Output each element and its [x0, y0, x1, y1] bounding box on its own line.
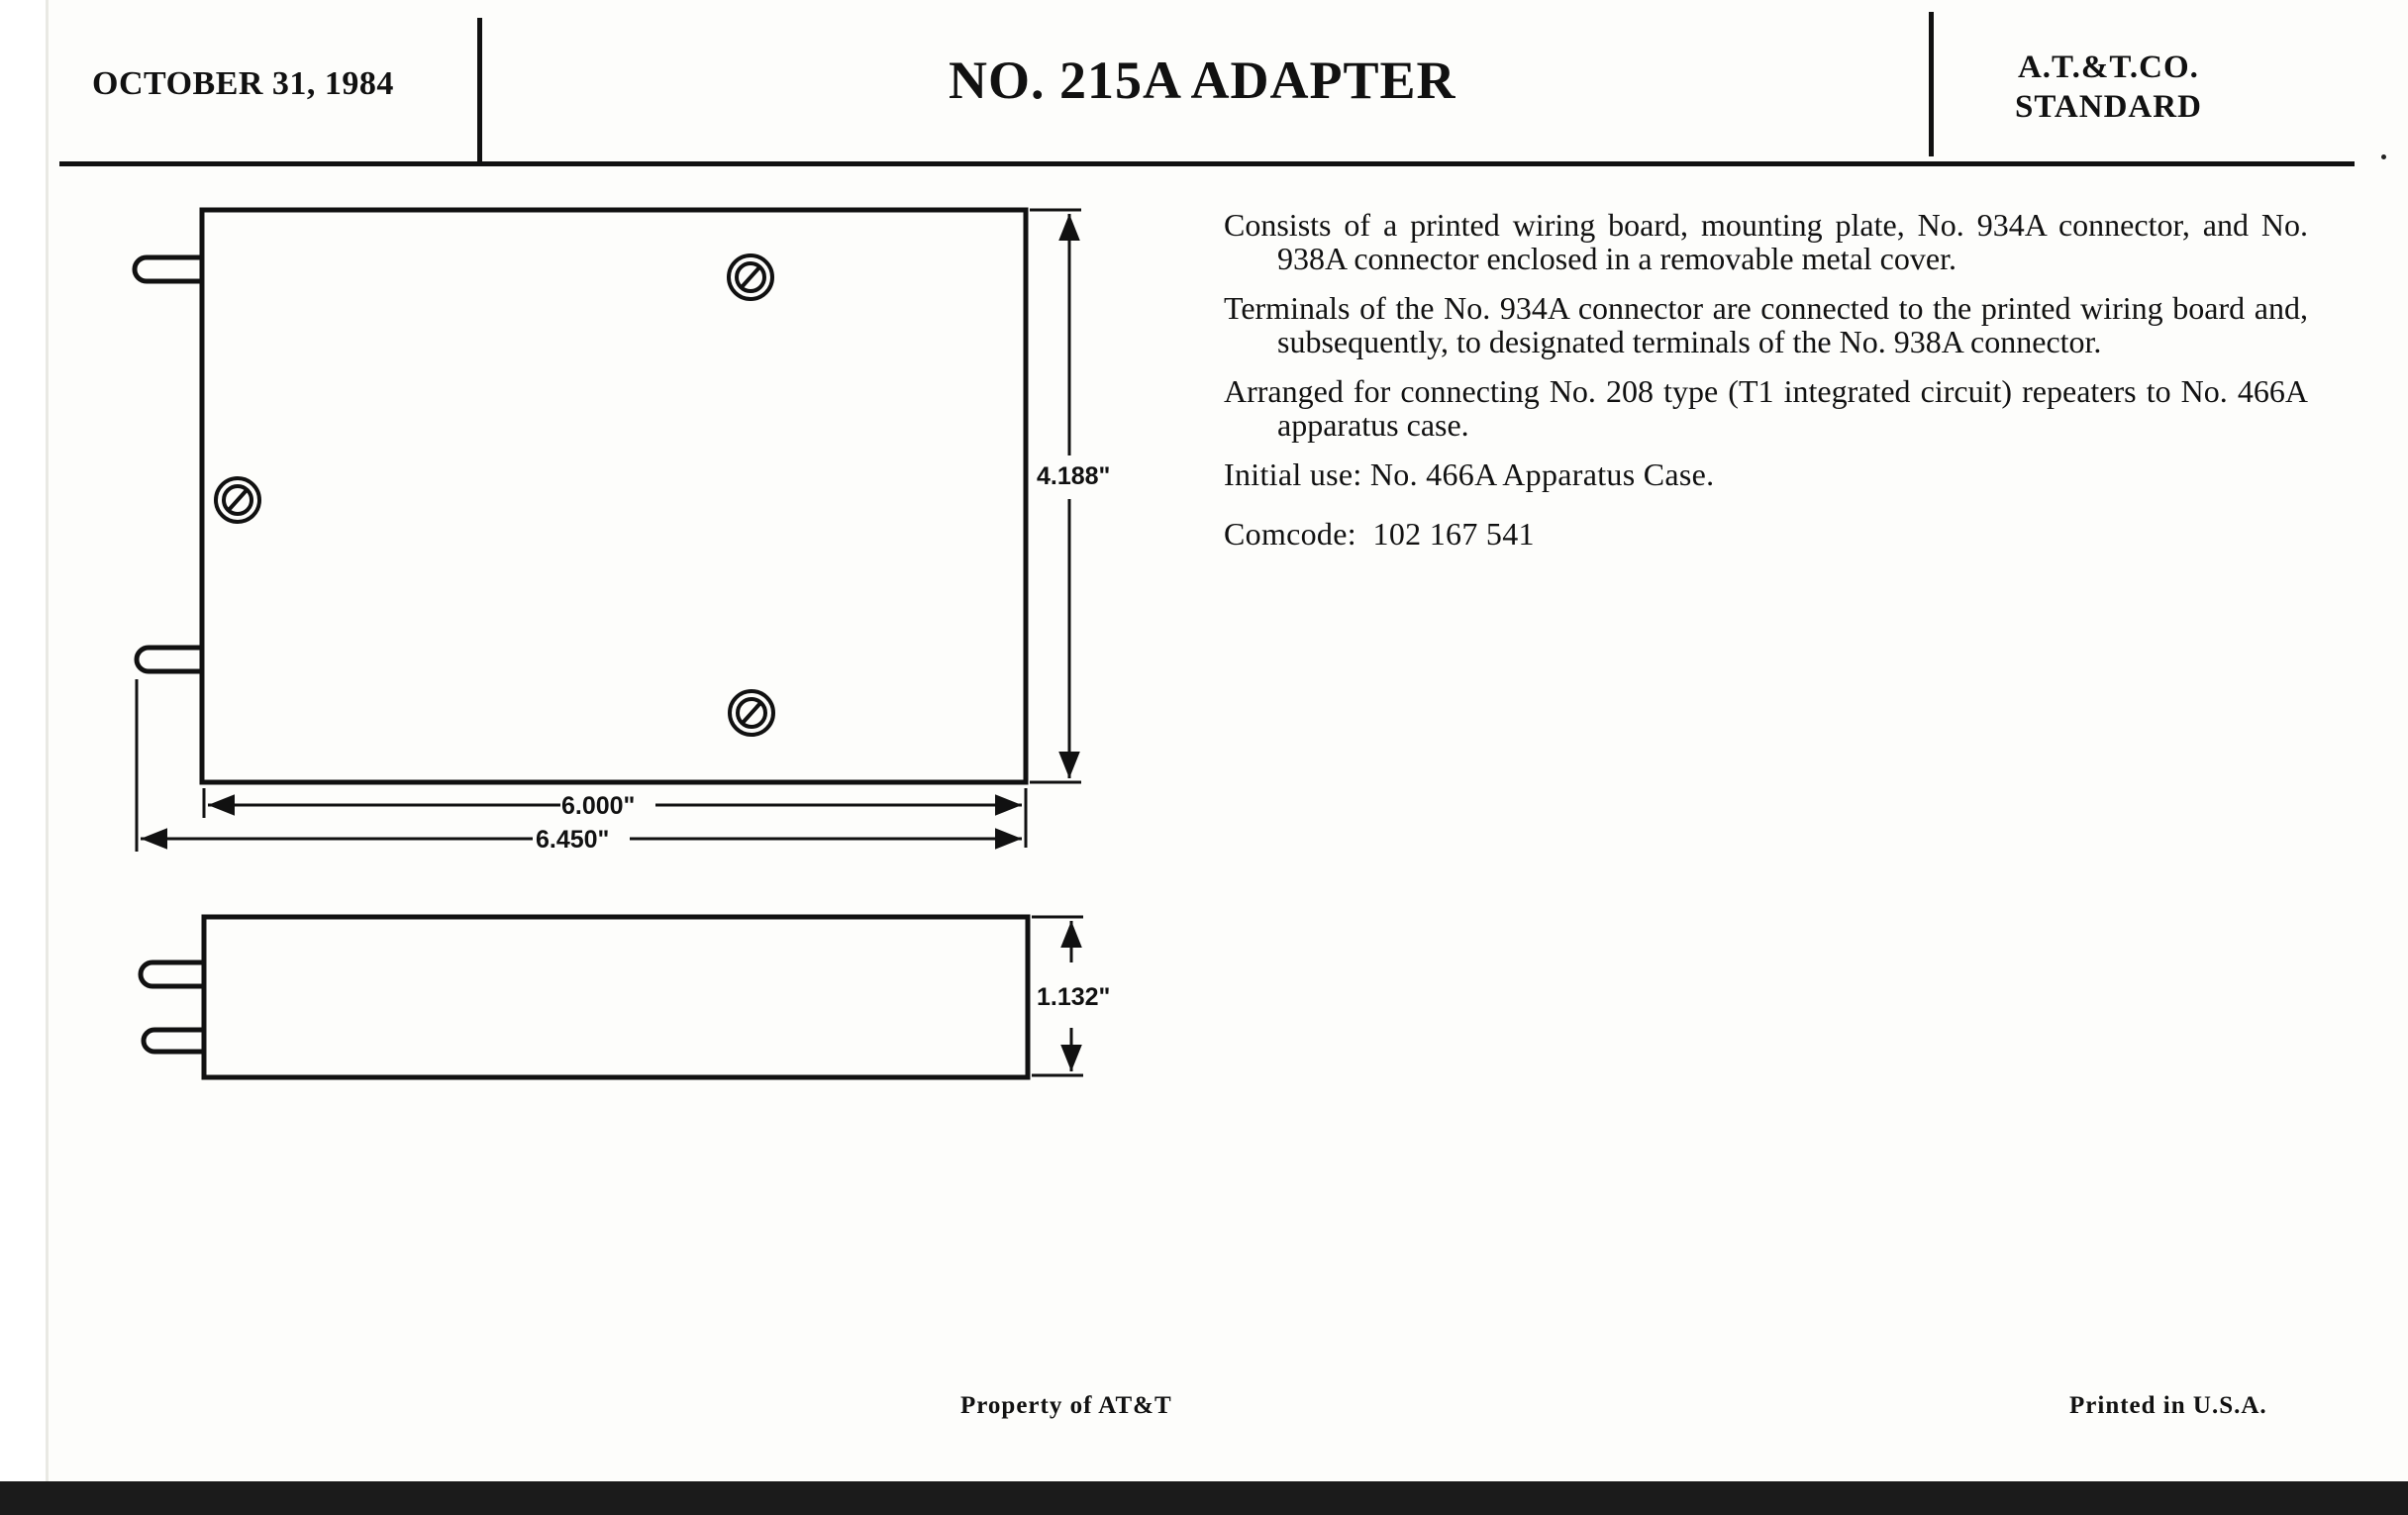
top-view [135, 210, 1026, 782]
dim-height-top [1030, 210, 1110, 782]
connector-pin-lower [137, 648, 202, 671]
screw-icon [729, 255, 772, 299]
screw-icon [730, 691, 773, 735]
side-pin-upper [141, 962, 204, 986]
dim-height-top-label: 4.188" [1037, 462, 1111, 490]
page-title: NO. 215A ADAPTER [949, 50, 1456, 110]
top-view-outline [202, 210, 1026, 782]
side-pin-lower [144, 1030, 204, 1052]
dim-height-side [1032, 917, 1110, 1075]
dim-width-overall-label: 6.450" [536, 826, 610, 854]
description-paragraph: Consists of a printed wiring board, mounting plate, No. 934A connector, and No. 938A connector enclosed in a removable metal cover. [1224, 207, 2308, 276]
dim-width-inner-label: 6.000" [561, 792, 636, 820]
issue-date: OCTOBER 31, 1984 [92, 65, 394, 102]
description-paragraph: Arranged for connecting No. 208 type (T1 integrated circuit) repeaters to No. 466A apparatus case. [1224, 373, 2308, 443]
dim-height-side-label: 1.132" [1037, 983, 1111, 1011]
scan-background [0, 1481, 2408, 1515]
standard-line-1: A.T.&T.CO. [2017, 50, 2199, 85]
dim-width-overall [137, 679, 1022, 854]
comcode: Comcode: 102 167 541 [1224, 516, 1535, 552]
side-view [141, 917, 1028, 1077]
description [1224, 208, 2308, 566]
side-view-outline [204, 917, 1028, 1077]
connector-pin-upper [135, 257, 202, 281]
initial-use: Initial use: No. 466A Apparatus Case. [1224, 456, 1715, 492]
standard-line-2: STANDARD [2015, 89, 2202, 125]
footer-property: Property of AT&T [960, 1392, 1172, 1419]
screw-icon [216, 478, 259, 522]
footer-printed: Printed in U.S.A. [2069, 1392, 2267, 1419]
description-paragraph: Terminals of the No. 934A connector are connected to the printed wiring board and, subsequently, to designated terminals of the No. 938A connector. [1224, 290, 2308, 359]
